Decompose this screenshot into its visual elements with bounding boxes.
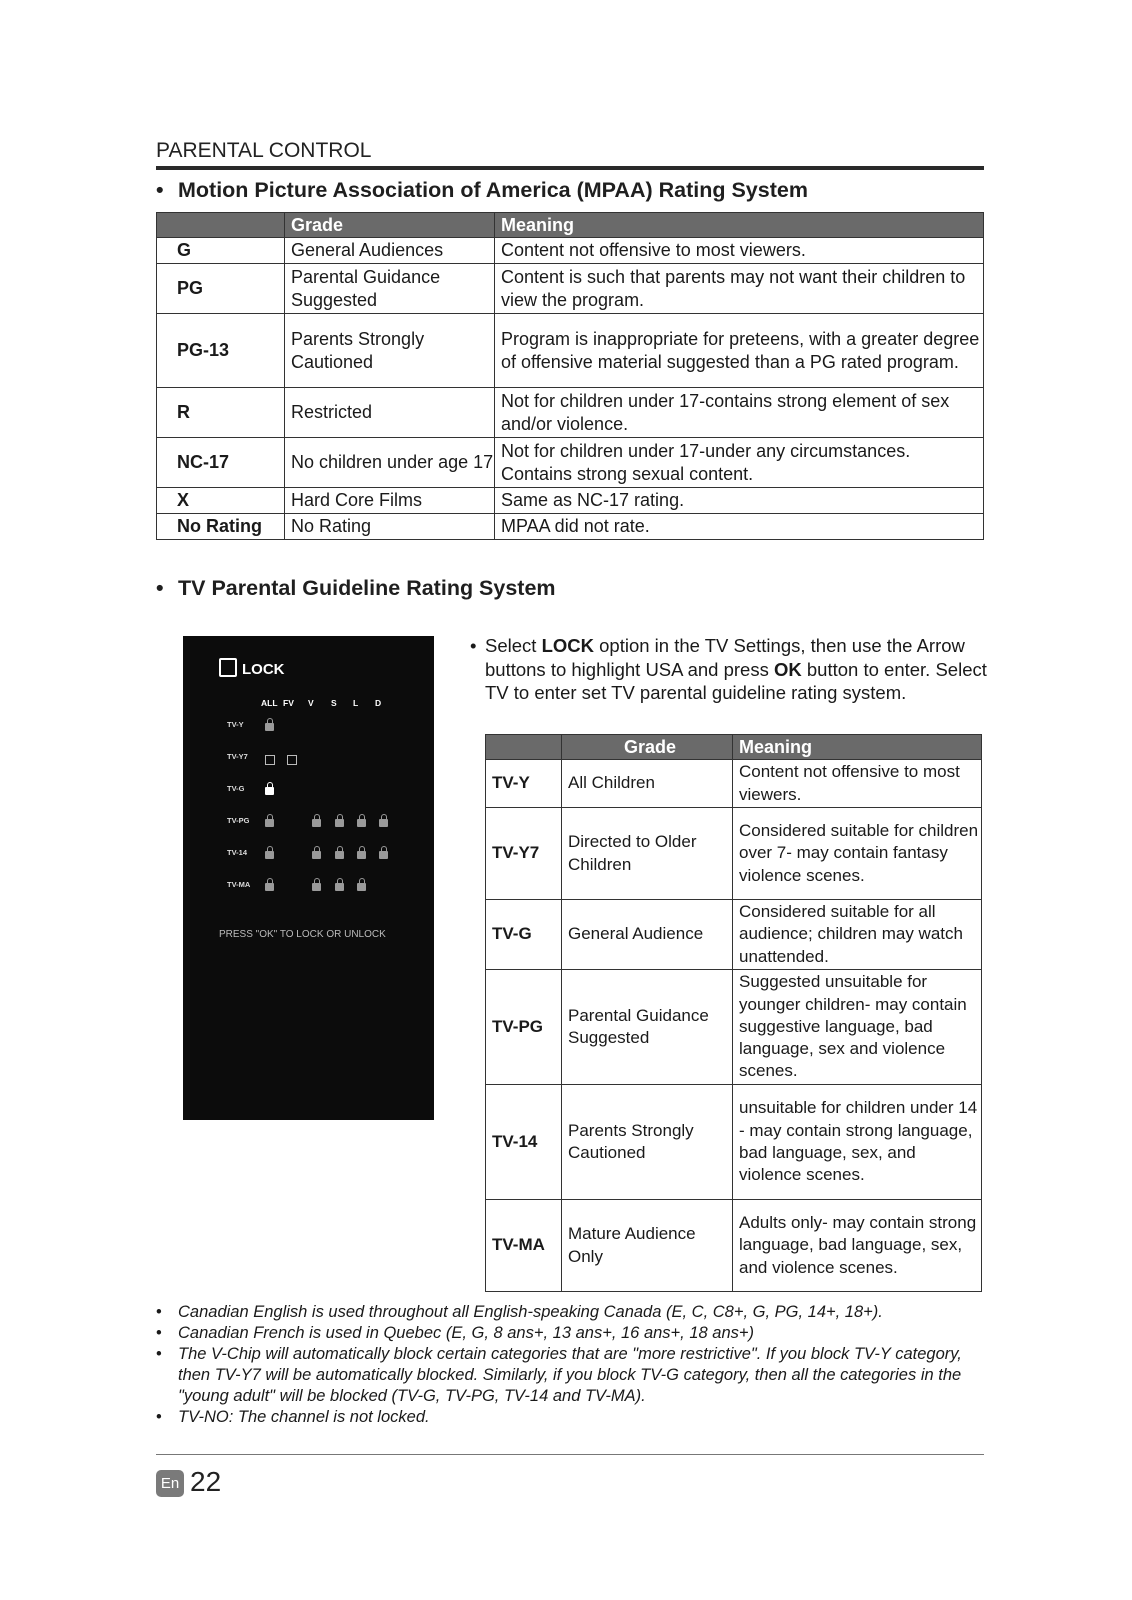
- tv-heading: • TV Parental Guideline Rating System: [156, 576, 556, 600]
- grade-cell: General Audience: [562, 900, 733, 970]
- column-header: [157, 213, 285, 238]
- mpaa-heading: • Motion Picture Association of America (MPAA) Rating System: [156, 178, 808, 202]
- lock-icon: [335, 819, 344, 827]
- lock-icon: [357, 851, 366, 859]
- rating-code-cell: PG: [157, 264, 285, 314]
- rating-code-cell: TV-Y: [486, 760, 562, 808]
- lock-icon: [312, 851, 321, 859]
- grade-cell: Mature Audience Only: [562, 1200, 733, 1292]
- footer-divider: [156, 1454, 984, 1455]
- table-row: [157, 264, 984, 314]
- table-header-row: [157, 213, 984, 238]
- note-item: • TV-NO: The channel is not locked.: [156, 1407, 986, 1428]
- grade-cell: Directed to Older Children: [562, 808, 733, 900]
- column-header: [486, 735, 562, 760]
- note-item: • Canadian English is used throughout all English-speaking Canada (E, C, C8+, G, PG, 14+, 18+).: [156, 1302, 986, 1323]
- rating-code-cell: NC-17: [157, 438, 285, 488]
- grade-cell: Parents Strongly Cautioned: [562, 1085, 733, 1200]
- grade-cell: Parental Guidance Suggested: [562, 970, 733, 1085]
- rating-code-cell: TV-G: [486, 900, 562, 970]
- lock-instruction-text: PRESS "OK" TO LOCK OR UNLOCK: [219, 929, 386, 940]
- tv-instructions: • Select LOCK option in the TV Settings, then use the Arrow buttons to highlight USA and press OK button to enter. Select TV to enter set TV parental guideline rating system.: [470, 634, 1005, 705]
- grade-cell: General Audiences: [285, 238, 495, 264]
- rating-code-cell: TV-Y7: [486, 808, 562, 900]
- meaning-cell: Program is inappropriate for preteens, with a greater degree of offensive material suggested than a PG rated program.: [495, 314, 984, 388]
- meaning-cell: Considered suitable for all audience; children may watch unattended.: [733, 900, 982, 970]
- rating-column-label: ALL: [261, 698, 278, 708]
- unchecked-box-icon: [287, 755, 297, 765]
- lock-icon: [312, 883, 321, 891]
- lock-icon: [335, 851, 344, 859]
- notes-list: [156, 1302, 986, 1428]
- grade-cell: Parental Guidance Suggested: [285, 264, 495, 314]
- meaning-cell: unsuitable for children under 14 - may contain strong language, bad language, sex, and violence scenes.: [733, 1085, 982, 1200]
- section-header: [156, 138, 984, 170]
- table-row: [486, 808, 982, 900]
- table-row: [157, 438, 984, 488]
- unchecked-box-icon: [265, 755, 275, 765]
- lock-icon: [265, 787, 274, 795]
- rating-code-cell: PG-13: [157, 314, 285, 388]
- rating-code-cell: G: [157, 238, 285, 264]
- lock-icon: [265, 883, 274, 891]
- table-row: [486, 1200, 982, 1292]
- rating-code-cell: No Rating: [157, 514, 285, 540]
- rating-row-label: TV-Y: [227, 720, 244, 729]
- lock-icon: [379, 819, 388, 827]
- rating-column-label: S: [331, 698, 337, 708]
- meaning-cell: Same as NC-17 rating.: [495, 488, 984, 514]
- rating-row-label: TV-14: [227, 848, 248, 857]
- lock-icon: [357, 819, 366, 827]
- column-header: Meaning: [733, 735, 982, 760]
- table-row: [157, 488, 984, 514]
- table-row: [486, 970, 982, 1085]
- grade-cell: No Rating: [285, 514, 495, 540]
- checkbox-icon: [219, 658, 237, 677]
- rating-column-label: FV: [283, 698, 294, 708]
- meaning-cell: Not for children under 17-under any circumstances. Contains strong sexual content.: [495, 438, 984, 488]
- rating-code-cell: X: [157, 488, 285, 514]
- note-item: • Canadian French is used in Quebec (E, G, 8 ans+, 13 ans+, 16 ans+, 18 ans+): [156, 1323, 986, 1344]
- lock-icon: [357, 883, 366, 891]
- meaning-cell: Content is such that parents may not want their children to view the program.: [495, 264, 984, 314]
- rating-code-cell: TV-MA: [486, 1200, 562, 1292]
- table-row: [157, 314, 984, 388]
- grade-cell: Parents Strongly Cautioned: [285, 314, 495, 388]
- lock-menu-title: LOCK: [219, 658, 285, 678]
- rating-code-cell: TV-PG: [486, 970, 562, 1085]
- rating-row-label: TV-MA: [227, 880, 251, 889]
- page-number: 22: [190, 1466, 222, 1497]
- rating-column-label: D: [375, 698, 382, 708]
- table-row: [486, 900, 982, 970]
- grade-cell: No children under age 17: [285, 438, 495, 488]
- rating-column-label: V: [308, 698, 314, 708]
- note-item: • The V-Chip will automatically block certain categories that are "more restrictive". If you block TV-Y category, then TV-Y7 will be automatically blocked. Similarly, if you block TV-G category, then all the categories in the "young adult" will be blocked (TV-G, TV-PG, TV-14 and TV-MA).: [156, 1344, 986, 1407]
- grade-cell: Hard Core Films: [285, 488, 495, 514]
- meaning-cell: MPAA did not rate.: [495, 514, 984, 540]
- grade-cell: All Children: [562, 760, 733, 808]
- rating-row-label: TV-G: [227, 784, 245, 793]
- lock-icon: [312, 819, 321, 827]
- table-header-row: [486, 735, 982, 760]
- table-row: [157, 514, 984, 540]
- section-title: PARENTAL CONTROL: [156, 139, 372, 162]
- lock-icon: [265, 851, 274, 859]
- table-row: [486, 760, 982, 808]
- column-header: Meaning: [495, 213, 984, 238]
- tv-rating-table: [485, 734, 982, 1292]
- meaning-cell: Considered suitable for children over 7- may contain fantasy violence scenes.: [733, 808, 982, 900]
- rating-code-cell: TV-14: [486, 1085, 562, 1200]
- tv-lock-screen-image: [183, 636, 434, 1120]
- mpaa-rating-table: [156, 212, 984, 540]
- rating-row-label: TV-PG: [227, 816, 250, 825]
- meaning-cell: Content not offensive to most viewers.: [495, 238, 984, 264]
- lock-icon: [379, 851, 388, 859]
- meaning-cell: Suggested unsuitable for younger children- may contain suggestive language, bad language, sex and violence scenes.: [733, 970, 982, 1085]
- language-badge: En: [156, 1470, 184, 1497]
- lock-icon: [335, 883, 344, 891]
- grade-cell: Restricted: [285, 388, 495, 438]
- rating-column-label: L: [353, 698, 359, 708]
- meaning-cell: Adults only- may contain strong language, bad language, sex, and violence scenes.: [733, 1200, 982, 1292]
- meaning-cell: Content not offensive to most viewers.: [733, 760, 982, 808]
- column-header: Grade: [285, 213, 495, 238]
- table-row: [486, 1085, 982, 1200]
- table-row: [157, 388, 984, 438]
- meaning-cell: Not for children under 17-contains strong element of sex and/or violence.: [495, 388, 984, 438]
- table-row: [157, 238, 984, 264]
- lock-icon: [265, 819, 274, 827]
- column-header: Grade: [562, 735, 733, 760]
- lock-icon: [265, 723, 274, 731]
- rating-row-label: TV-Y7: [227, 752, 248, 761]
- rating-code-cell: R: [157, 388, 285, 438]
